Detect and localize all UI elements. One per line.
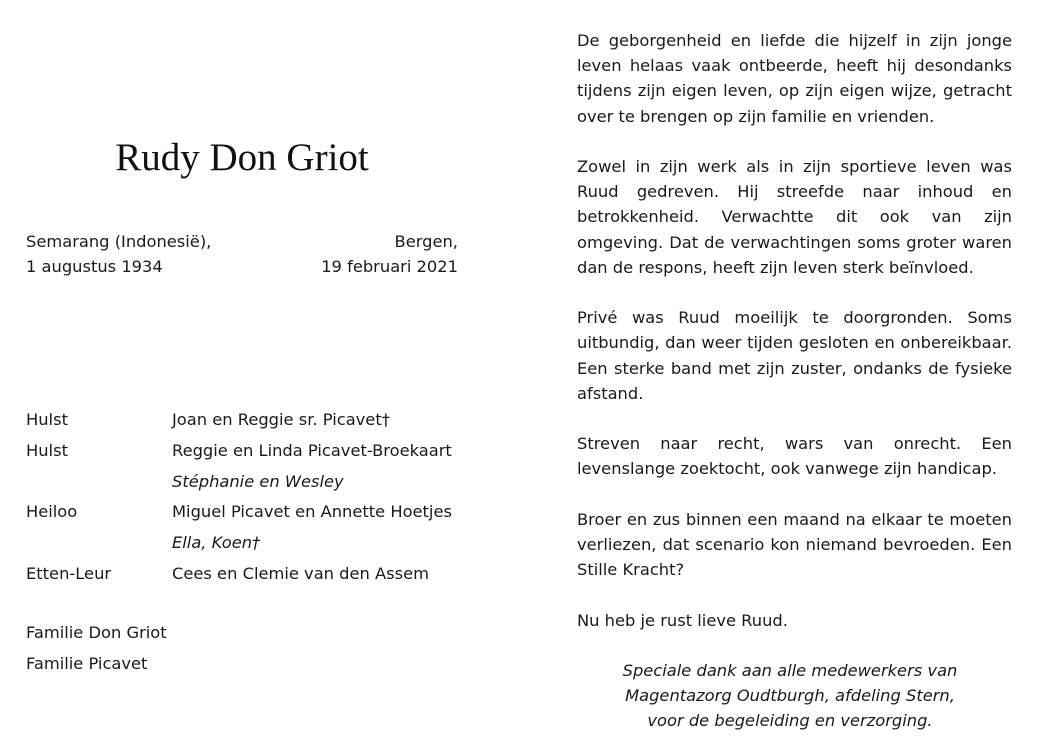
family-row <box>26 559 466 590</box>
paragraph: Privé was Ruud moeilijk te doorgronden. Soms uitbundig, dan weer tijden gesloten en onbereikbaar. Een sterke band met zijn zuster, ondanks de fysieke afstand. <box>577 308 1012 403</box>
relative-family: Familie Picavet <box>26 654 148 673</box>
family-names: Reggie en Linda Picavet-Broekaart <box>172 440 452 460</box>
birth-date: 1 augustus 1934 <box>26 257 163 276</box>
paragraph: De geborgenheid en liefde die hijzelf in zijn jonge leven helaas vaak ontbeerde, heeft hij desondanks tijdens zijn eigen leven, op zijn eigen wijze, getracht over te brengen op zijn familie en vrienden. <box>577 31 1012 126</box>
family-names: Miguel Picavet en Annette Hoetjes <box>172 502 452 522</box>
right-page-text <box>577 28 1012 633</box>
family-children: Stéphanie en Wesley <box>172 471 344 491</box>
paragraph: Streven naar recht, wars van onrecht. Een levenslange zoektocht, ook vanwege zijn handicap. <box>577 434 1012 479</box>
death-place: Bergen, <box>394 232 458 251</box>
relatives-list <box>26 619 167 681</box>
family-children: Ella, Koen† <box>172 533 261 553</box>
family-names: Cees en Clemie van den Assem <box>172 563 429 583</box>
family-list <box>26 405 466 590</box>
family-row <box>26 497 466 528</box>
death-info <box>158 229 458 279</box>
thanks-note <box>580 658 1000 733</box>
family-place: Hulst <box>26 440 68 460</box>
paragraph: Broer en zus binnen een maand na elkaar te moeten verliezen, dat scenario kon niemand bevroeden. Een Stille Kracht? <box>577 509 1012 580</box>
family-place: Heiloo <box>26 502 78 522</box>
thanks-line: Magentazorg Oudtburgh, afdeling Stern, <box>625 686 955 705</box>
family-row <box>26 467 466 498</box>
family-place: Etten-Leur <box>26 563 112 583</box>
paragraph: Nu heb je rust lieve Ruud. <box>577 610 788 630</box>
deceased-name: Rudy Don Griot <box>115 136 369 179</box>
thanks-line: voor de begeleiding en verzorging. <box>647 711 933 730</box>
left-page <box>26 0 458 754</box>
birth-place: Semarang (Indonesië), <box>26 232 212 251</box>
family-row <box>26 528 466 559</box>
family-row <box>26 436 466 467</box>
paragraph: Zowel in zijn werk als in zijn sportieve leven was Ruud gedreven. Hij streefde naar inhoud en betrokkenheid. Verwachtte dit ook van zijn omgeving. Dat de verwachtingen soms groter waren dan de respons, heeft zijn leven sterk beïnvloed. <box>577 157 1012 277</box>
relative-family: Familie Don Griot <box>26 623 167 642</box>
death-date: 19 februari 2021 <box>321 257 458 276</box>
family-row <box>26 405 466 436</box>
thanks-line: Speciale dank aan alle medewerkers van <box>622 661 958 680</box>
family-names: Joan en Reggie sr. Picavet† <box>172 410 390 429</box>
family-place: Hulst <box>26 410 68 429</box>
